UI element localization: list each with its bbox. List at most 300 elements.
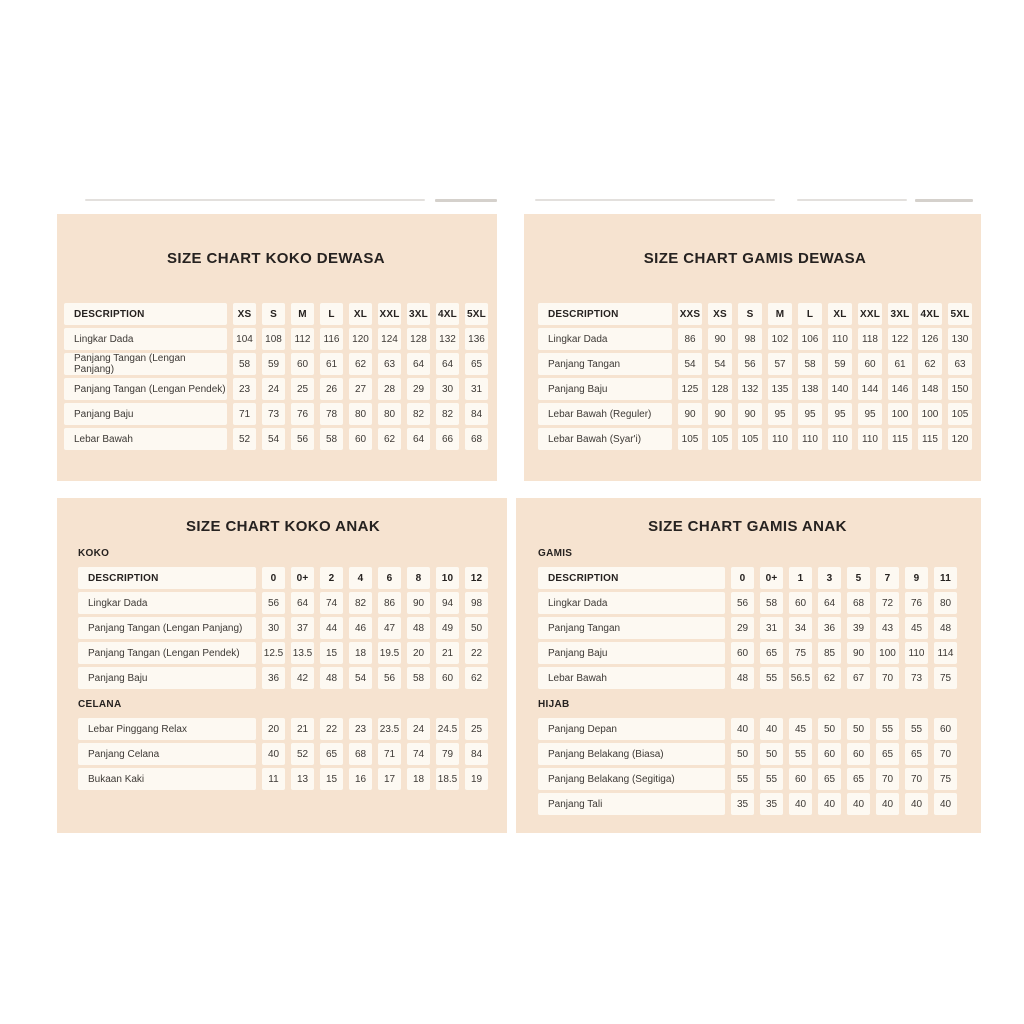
column-header-size: 4 [349, 567, 372, 589]
value-cell: 40 [731, 718, 754, 740]
row-label: Panjang Baju [78, 667, 256, 689]
value-cell: 29 [731, 617, 754, 639]
value-cell: 31 [465, 378, 488, 400]
value-cell: 95 [858, 403, 882, 425]
column-header-size: 5XL [465, 303, 488, 325]
value-cell: 18 [407, 768, 430, 790]
table-row [78, 642, 488, 664]
value-cell: 70 [876, 768, 899, 790]
row-label: Lebar Bawah (Reguler) [538, 403, 672, 425]
artifact-dash [797, 199, 907, 201]
value-cell: 35 [760, 793, 783, 815]
value-cell: 64 [818, 592, 841, 614]
table-row [78, 617, 488, 639]
value-cell: 94 [436, 592, 459, 614]
value-cell: 26 [320, 378, 343, 400]
value-cell: 125 [678, 378, 702, 400]
value-cell: 62 [465, 667, 488, 689]
value-cell: 108 [262, 328, 285, 350]
value-cell: 68 [465, 428, 488, 450]
value-cell: 56.5 [789, 667, 812, 689]
value-cell: 65 [905, 743, 928, 765]
value-cell: 48 [407, 617, 430, 639]
value-cell: 40 [818, 793, 841, 815]
value-cell: 30 [262, 617, 285, 639]
column-header-size: XXL [378, 303, 401, 325]
value-cell: 70 [876, 667, 899, 689]
value-cell: 21 [291, 718, 314, 740]
value-cell: 24 [407, 718, 430, 740]
column-header-size: 4XL [918, 303, 942, 325]
value-cell: 110 [905, 642, 928, 664]
row-label: Panjang Belakang (Biasa) [538, 743, 725, 765]
row-label: Lingkar Dada [78, 592, 256, 614]
table-row [78, 743, 488, 765]
column-header-size: 7 [876, 567, 899, 589]
value-cell: 98 [465, 592, 488, 614]
value-cell: 148 [918, 378, 942, 400]
size-table-gamis-dewasa [538, 303, 972, 450]
column-header-size: 6 [378, 567, 401, 589]
value-cell: 115 [918, 428, 942, 450]
value-cell: 75 [934, 667, 957, 689]
cropped-text-artifact [57, 198, 981, 203]
value-cell: 68 [349, 743, 372, 765]
value-cell: 27 [349, 378, 372, 400]
section-label-gamis: GAMIS [538, 548, 573, 559]
column-header-size: 1 [789, 567, 812, 589]
column-header-size: L [320, 303, 343, 325]
value-cell: 43 [876, 617, 899, 639]
value-cell: 106 [798, 328, 822, 350]
value-cell: 45 [905, 617, 928, 639]
row-label: Bukaan Kaki [78, 768, 256, 790]
table-row [64, 378, 488, 400]
value-cell: 110 [768, 428, 792, 450]
panel-title-gamis-anak: SIZE CHART GAMIS ANAK [648, 518, 847, 535]
column-header-size: 0+ [760, 567, 783, 589]
value-cell: 58 [798, 353, 822, 375]
value-cell: 130 [948, 328, 972, 350]
size-table-koko-dewasa [64, 303, 488, 450]
value-cell: 45 [789, 718, 812, 740]
column-header-size: 0 [262, 567, 285, 589]
value-cell: 28 [378, 378, 401, 400]
value-cell: 80 [349, 403, 372, 425]
value-cell: 55 [731, 768, 754, 790]
value-cell: 60 [858, 353, 882, 375]
table-row [64, 428, 488, 450]
column-header-size: XS [233, 303, 256, 325]
table-row [78, 667, 488, 689]
value-cell: 60 [731, 642, 754, 664]
table-row [538, 353, 972, 375]
value-cell: 44 [320, 617, 343, 639]
row-label: Panjang Baju [538, 642, 725, 664]
value-cell: 105 [708, 428, 732, 450]
value-cell: 25 [291, 378, 314, 400]
table-row [538, 378, 972, 400]
size-table-gamis-anak-hijab [538, 718, 957, 815]
value-cell: 90 [847, 642, 870, 664]
value-cell: 100 [888, 403, 912, 425]
value-cell: 60 [436, 667, 459, 689]
value-cell: 132 [436, 328, 459, 350]
row-label: Lingkar Dada [538, 592, 725, 614]
value-cell: 126 [918, 328, 942, 350]
value-cell: 50 [760, 743, 783, 765]
table-header-row [78, 567, 488, 589]
value-cell: 136 [465, 328, 488, 350]
table-header-row [538, 567, 957, 589]
value-cell: 18 [349, 642, 372, 664]
table-row [78, 592, 488, 614]
row-label: Panjang Depan [538, 718, 725, 740]
table-row [538, 768, 957, 790]
column-header-size: 3XL [407, 303, 430, 325]
value-cell: 128 [407, 328, 430, 350]
column-header-size: M [768, 303, 792, 325]
value-cell: 128 [708, 378, 732, 400]
value-cell: 19.5 [378, 642, 401, 664]
table-header-row [64, 303, 488, 325]
column-header-size: M [291, 303, 314, 325]
value-cell: 40 [760, 718, 783, 740]
value-cell: 60 [789, 768, 812, 790]
value-cell: 54 [708, 353, 732, 375]
panel-title-koko-dewasa: SIZE CHART KOKO DEWASA [167, 250, 385, 267]
value-cell: 138 [798, 378, 822, 400]
value-cell: 63 [378, 353, 401, 375]
value-cell: 13 [291, 768, 314, 790]
column-header-size: XL [828, 303, 852, 325]
value-cell: 64 [407, 428, 430, 450]
value-cell: 55 [760, 768, 783, 790]
value-cell: 115 [888, 428, 912, 450]
value-cell: 56 [731, 592, 754, 614]
value-cell: 56 [291, 428, 314, 450]
table-row [538, 428, 972, 450]
value-cell: 22 [465, 642, 488, 664]
value-cell: 40 [847, 793, 870, 815]
value-cell: 124 [378, 328, 401, 350]
value-cell: 20 [407, 642, 430, 664]
value-cell: 24 [262, 378, 285, 400]
value-cell: 140 [828, 378, 852, 400]
value-cell: 58 [760, 592, 783, 614]
value-cell: 54 [349, 667, 372, 689]
value-cell: 40 [905, 793, 928, 815]
row-label: Lebar Bawah (Syar'i) [538, 428, 672, 450]
column-header-size: 5XL [948, 303, 972, 325]
value-cell: 23.5 [378, 718, 401, 740]
value-cell: 40 [789, 793, 812, 815]
value-cell: 95 [828, 403, 852, 425]
value-cell: 61 [320, 353, 343, 375]
artifact-dash [535, 199, 775, 201]
row-label: Panjang Tangan (Lengan Pendek) [78, 642, 256, 664]
column-header-size: S [262, 303, 285, 325]
value-cell: 39 [847, 617, 870, 639]
row-label: Lingkar Dada [538, 328, 672, 350]
value-cell: 46 [349, 617, 372, 639]
value-cell: 105 [678, 428, 702, 450]
row-label: Panjang Baju [64, 403, 227, 425]
value-cell: 52 [291, 743, 314, 765]
value-cell: 30 [436, 378, 459, 400]
table-row [538, 667, 957, 689]
artifact-dash [435, 199, 497, 202]
value-cell: 21 [436, 642, 459, 664]
value-cell: 100 [876, 642, 899, 664]
value-cell: 50 [731, 743, 754, 765]
value-cell: 40 [876, 793, 899, 815]
value-cell: 20 [262, 718, 285, 740]
table-row [538, 328, 972, 350]
value-cell: 54 [678, 353, 702, 375]
value-cell: 76 [291, 403, 314, 425]
value-cell: 86 [378, 592, 401, 614]
value-cell: 60 [934, 718, 957, 740]
table-row [64, 328, 488, 350]
value-cell: 105 [948, 403, 972, 425]
value-cell: 85 [818, 642, 841, 664]
row-label: Panjang Tangan (Lengan Panjang) [64, 353, 227, 375]
value-cell: 90 [678, 403, 702, 425]
row-label: Panjang Tali [538, 793, 725, 815]
column-header-size: 0+ [291, 567, 314, 589]
value-cell: 23 [349, 718, 372, 740]
value-cell: 122 [888, 328, 912, 350]
value-cell: 116 [320, 328, 343, 350]
value-cell: 72 [876, 592, 899, 614]
row-label: Panjang Tangan [538, 617, 725, 639]
value-cell: 55 [789, 743, 812, 765]
table-row [538, 403, 972, 425]
value-cell: 110 [828, 428, 852, 450]
value-cell: 78 [320, 403, 343, 425]
value-cell: 61 [888, 353, 912, 375]
value-cell: 35 [731, 793, 754, 815]
value-cell: 37 [291, 617, 314, 639]
column-header-size: 10 [436, 567, 459, 589]
value-cell: 18.5 [436, 768, 459, 790]
value-cell: 74 [320, 592, 343, 614]
panel-size-chart-koko-anak [57, 498, 507, 833]
table-row [538, 592, 957, 614]
table-row [538, 718, 957, 740]
value-cell: 48 [731, 667, 754, 689]
value-cell: 144 [858, 378, 882, 400]
value-cell: 132 [738, 378, 762, 400]
value-cell: 90 [708, 328, 732, 350]
value-cell: 110 [828, 328, 852, 350]
value-cell: 135 [768, 378, 792, 400]
value-cell: 73 [905, 667, 928, 689]
value-cell: 56 [378, 667, 401, 689]
row-label: Lebar Bawah [538, 667, 725, 689]
value-cell: 150 [948, 378, 972, 400]
table-row [538, 793, 957, 815]
value-cell: 23 [233, 378, 256, 400]
section-label-celana: CELANA [78, 699, 122, 710]
value-cell: 60 [291, 353, 314, 375]
column-header-description: DESCRIPTION [78, 567, 256, 589]
value-cell: 68 [847, 592, 870, 614]
value-cell: 100 [918, 403, 942, 425]
column-header-size: 0 [731, 567, 754, 589]
value-cell: 86 [678, 328, 702, 350]
value-cell: 50 [465, 617, 488, 639]
value-cell: 22 [320, 718, 343, 740]
value-cell: 62 [378, 428, 401, 450]
column-header-size: 9 [905, 567, 928, 589]
row-label: Panjang Tangan [538, 353, 672, 375]
value-cell: 25 [465, 718, 488, 740]
value-cell: 146 [888, 378, 912, 400]
value-cell: 80 [378, 403, 401, 425]
value-cell: 56 [262, 592, 285, 614]
value-cell: 67 [847, 667, 870, 689]
value-cell: 48 [934, 617, 957, 639]
value-cell: 82 [349, 592, 372, 614]
value-cell: 15 [320, 642, 343, 664]
value-cell: 42 [291, 667, 314, 689]
value-cell: 40 [934, 793, 957, 815]
value-cell: 56 [738, 353, 762, 375]
size-table-koko-anak-celana [78, 718, 488, 790]
value-cell: 65 [876, 743, 899, 765]
value-cell: 64 [291, 592, 314, 614]
table-row [538, 642, 957, 664]
panel-size-chart-gamis-dewasa [524, 214, 981, 481]
row-label: Lingkar Dada [64, 328, 227, 350]
value-cell: 24.5 [436, 718, 459, 740]
column-header-size: 4XL [436, 303, 459, 325]
value-cell: 50 [847, 718, 870, 740]
value-cell: 65 [818, 768, 841, 790]
value-cell: 74 [407, 743, 430, 765]
value-cell: 118 [858, 328, 882, 350]
column-header-size: XXL [858, 303, 882, 325]
value-cell: 15 [320, 768, 343, 790]
value-cell: 29 [407, 378, 430, 400]
column-header-size: 8 [407, 567, 430, 589]
value-cell: 59 [262, 353, 285, 375]
value-cell: 110 [798, 428, 822, 450]
table-row [64, 403, 488, 425]
value-cell: 82 [407, 403, 430, 425]
value-cell: 82 [436, 403, 459, 425]
table-row [538, 743, 957, 765]
column-header-size: 11 [934, 567, 957, 589]
value-cell: 16 [349, 768, 372, 790]
value-cell: 65 [847, 768, 870, 790]
value-cell: 47 [378, 617, 401, 639]
column-header-size: 3 [818, 567, 841, 589]
value-cell: 55 [876, 718, 899, 740]
section-label-hijab: HIJAB [538, 699, 570, 710]
value-cell: 84 [465, 743, 488, 765]
value-cell: 57 [768, 353, 792, 375]
section-label-koko: KOKO [78, 548, 110, 559]
value-cell: 13.5 [291, 642, 314, 664]
panel-size-chart-koko-dewasa [57, 214, 497, 481]
column-header-description: DESCRIPTION [64, 303, 227, 325]
value-cell: 112 [291, 328, 314, 350]
artifact-dash [915, 199, 973, 202]
value-cell: 66 [436, 428, 459, 450]
value-cell: 12.5 [262, 642, 285, 664]
value-cell: 65 [760, 642, 783, 664]
value-cell: 79 [436, 743, 459, 765]
row-label: Panjang Tangan (Lengan Pendek) [64, 378, 227, 400]
table-header-row [538, 303, 972, 325]
table-row [78, 768, 488, 790]
value-cell: 64 [407, 353, 430, 375]
row-label: Panjang Belakang (Segitiga) [538, 768, 725, 790]
row-label: Lebar Bawah [64, 428, 227, 450]
value-cell: 63 [948, 353, 972, 375]
value-cell: 36 [262, 667, 285, 689]
value-cell: 17 [378, 768, 401, 790]
column-header-size: 2 [320, 567, 343, 589]
column-header-size: S [738, 303, 762, 325]
value-cell: 58 [407, 667, 430, 689]
value-cell: 48 [320, 667, 343, 689]
value-cell: 90 [708, 403, 732, 425]
row-label: Lebar Pinggang Relax [78, 718, 256, 740]
panel-title-gamis-dewasa: SIZE CHART GAMIS DEWASA [643, 250, 867, 267]
value-cell: 34 [789, 617, 812, 639]
value-cell: 70 [905, 768, 928, 790]
value-cell: 110 [858, 428, 882, 450]
value-cell: 60 [818, 743, 841, 765]
row-label: Panjang Celana [78, 743, 256, 765]
value-cell: 40 [262, 743, 285, 765]
column-header-size: 3XL [888, 303, 912, 325]
column-header-size: XXS [678, 303, 702, 325]
value-cell: 11 [262, 768, 285, 790]
value-cell: 60 [349, 428, 372, 450]
artifact-dash [85, 199, 425, 201]
value-cell: 90 [407, 592, 430, 614]
value-cell: 71 [233, 403, 256, 425]
column-header-size: 12 [465, 567, 488, 589]
size-table-gamis-anak-gamis [538, 567, 957, 689]
value-cell: 58 [320, 428, 343, 450]
column-header-size: XL [349, 303, 372, 325]
value-cell: 95 [798, 403, 822, 425]
value-cell: 64 [436, 353, 459, 375]
value-cell: 19 [465, 768, 488, 790]
value-cell: 60 [847, 743, 870, 765]
row-label: Panjang Baju [538, 378, 672, 400]
value-cell: 95 [768, 403, 792, 425]
value-cell: 71 [378, 743, 401, 765]
column-header-description: DESCRIPTION [538, 567, 725, 589]
value-cell: 104 [233, 328, 256, 350]
value-cell: 62 [918, 353, 942, 375]
value-cell: 76 [905, 592, 928, 614]
value-cell: 54 [262, 428, 285, 450]
value-cell: 55 [760, 667, 783, 689]
value-cell: 90 [738, 403, 762, 425]
value-cell: 65 [465, 353, 488, 375]
value-cell: 75 [789, 642, 812, 664]
value-cell: 59 [828, 353, 852, 375]
size-table-koko-anak-koko [78, 567, 488, 689]
